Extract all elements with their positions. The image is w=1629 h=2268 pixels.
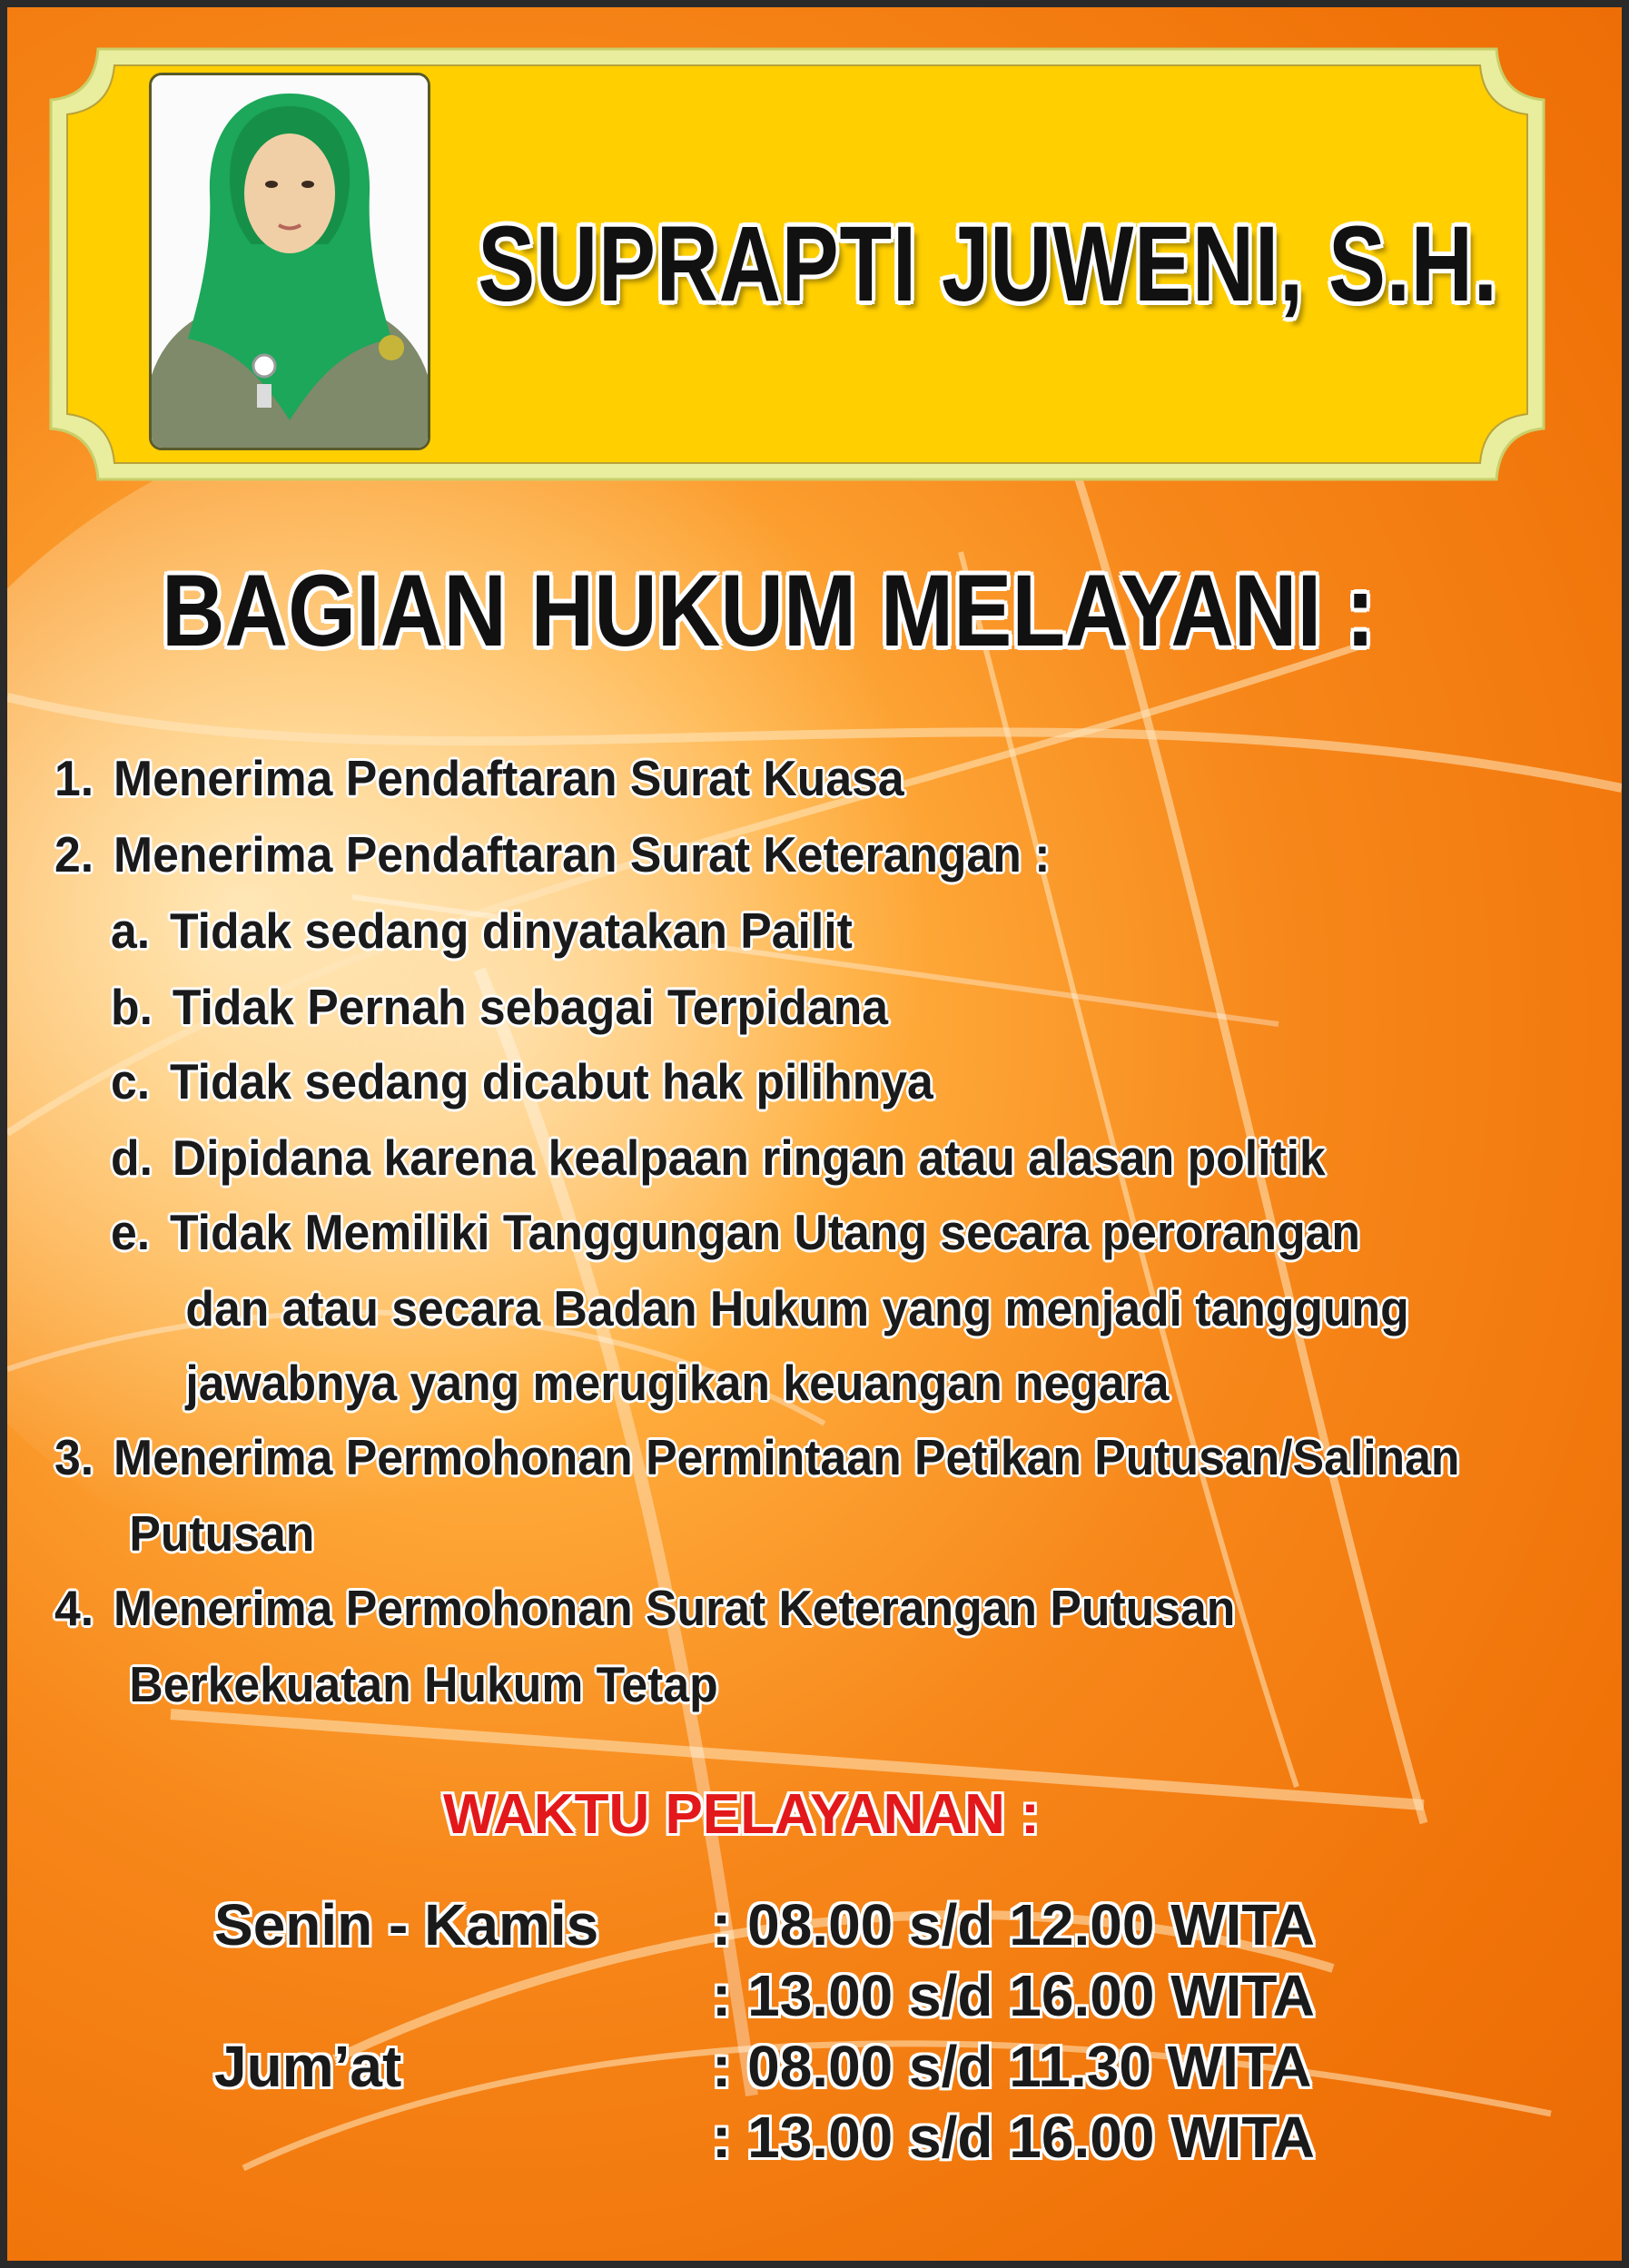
list-item xyxy=(54,750,904,806)
hours-time: : 08.00 s/d 11.30 WITA xyxy=(712,2034,1312,2099)
list-text: Menerima Permohonan Permintaan Petikan Putusan/Salinan xyxy=(114,1429,1460,1485)
officer-name: SUPRAPTI JUWENI, S.H. xyxy=(478,204,1498,324)
hours-time: : 08.00 s/d 12.00 WITA xyxy=(712,1892,1315,1957)
hours-title: WAKTU PELAYANAN : xyxy=(443,1783,1040,1846)
portrait-photo xyxy=(149,73,430,450)
list-item xyxy=(111,979,889,1035)
list-text: Berkekuatan Hukum Tetap xyxy=(129,1656,718,1712)
hours-time: : 13.00 s/d 16.00 WITA xyxy=(712,2105,1315,2170)
list-item xyxy=(54,1580,1236,1636)
list-text: Dipidana karena kealpaan ringan atau alasan politik xyxy=(172,1129,1326,1186)
list-item xyxy=(111,1129,1326,1186)
list-marker: b. xyxy=(111,979,153,1035)
list-text: dan atau secara Badan Hukum yang menjadi tanggung xyxy=(185,1280,1409,1336)
hours-day: Jum’at xyxy=(214,2034,402,2099)
list-marker: c. xyxy=(111,1053,151,1109)
list-marker: d. xyxy=(111,1129,153,1186)
list-text: Tidak Memiliki Tanggungan Utang secara perorangan xyxy=(170,1204,1360,1260)
list-text: Menerima Pendaftaran Surat Kuasa xyxy=(114,750,904,806)
list-text: Menerima Pendaftaran Surat Keterangan : xyxy=(114,826,1051,883)
list-item xyxy=(111,1204,1360,1260)
list-item xyxy=(116,1505,315,1562)
list-item xyxy=(111,1053,933,1109)
list-marker: 4. xyxy=(54,1580,94,1636)
list-marker: 2. xyxy=(54,826,94,883)
list-marker: 3. xyxy=(54,1429,94,1485)
list-text: Putusan xyxy=(129,1505,315,1562)
list-item xyxy=(116,1656,718,1712)
list-item xyxy=(173,1355,1170,1411)
list-marker: 1. xyxy=(54,750,94,806)
hours-day: Senin - Kamis xyxy=(214,1892,599,1957)
hours-time: : 13.00 s/d 16.00 WITA xyxy=(712,1963,1315,2028)
list-text: jawabnya yang merugikan keuangan negara xyxy=(185,1355,1170,1411)
list-text: Tidak sedang dicabut hak pilihnya xyxy=(170,1053,933,1109)
portrait-illustration xyxy=(152,75,428,448)
list-item xyxy=(111,902,853,959)
list-item xyxy=(54,826,1051,883)
list-item xyxy=(173,1280,1409,1336)
list-text: Menerima Permohonan Surat Keterangan Putusan xyxy=(114,1580,1236,1636)
list-marker: e. xyxy=(111,1204,151,1260)
list-marker: a. xyxy=(111,902,151,959)
section-title: BAGIAN HUKUM MELAYANI : xyxy=(162,554,1376,667)
list-text: Tidak sedang dinyatakan Pailit xyxy=(170,902,853,959)
list-item xyxy=(54,1429,1460,1485)
header-plaque xyxy=(44,42,1551,487)
list-text: Tidak Pernah sebagai Terpidana xyxy=(172,979,889,1035)
